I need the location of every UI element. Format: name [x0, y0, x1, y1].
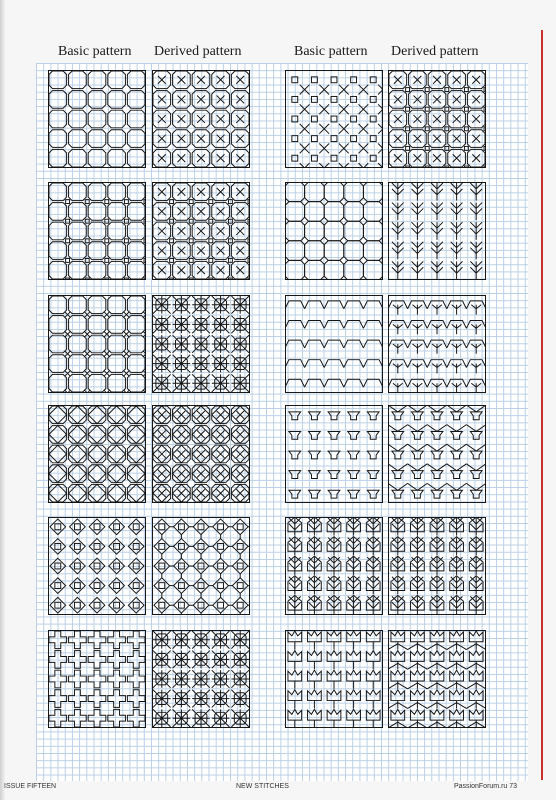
pattern-right-derived-row-1: [388, 70, 486, 168]
pattern-octagon-x-drawing: [48, 295, 146, 393]
pattern-interlocked-octagon-dense-drawing: [152, 405, 250, 503]
pattern-right-derived-row-5: [388, 517, 486, 615]
footer-watermark-text: PassionForum.ru: [454, 783, 508, 790]
pattern-branch-sprig-drawing: [388, 182, 486, 280]
pattern-left-basic-row-6: [48, 630, 146, 728]
pattern-octagon-lattice-cross-drawing: [152, 70, 250, 168]
pattern-interlocked-octagon-drawing: [48, 405, 146, 503]
pattern-square-x-lattice-drawing: [285, 70, 383, 168]
pattern-right-basic-row-2: [285, 182, 383, 280]
pattern-right-basic-row-4: [285, 405, 383, 503]
pattern-tree-dense-drawing: [388, 517, 486, 615]
pattern-tulip-dense-drawing: [388, 630, 486, 728]
pattern-tree-drawing: [285, 517, 383, 615]
pattern-right-basic-row-6: [285, 630, 383, 728]
pattern-cross-plus-star-drawing: [152, 630, 250, 728]
pattern-left-derived-row-4: [152, 405, 250, 503]
pattern-left-derived-row-1: [152, 70, 250, 168]
pattern-octagon-square-dense-drawing: [152, 182, 250, 280]
pattern-left-basic-row-2: [48, 182, 146, 280]
pattern-left-derived-row-6: [152, 630, 250, 728]
pattern-right-derived-row-2: [388, 182, 486, 280]
pattern-scallop-drawing: [285, 295, 383, 393]
pattern-star-x-drawing: [152, 295, 250, 393]
pattern-octagon-lattice-drawing: [48, 70, 146, 168]
pattern-right-basic-row-5: [285, 517, 383, 615]
pattern-right-derived-row-6: [388, 630, 486, 728]
pattern-octagon-flower-drawing: [388, 70, 486, 168]
header-right-derived: Derived pattern: [391, 44, 479, 59]
pattern-left-derived-row-3: [152, 295, 250, 393]
pattern-right-basic-row-1: [285, 70, 383, 168]
pattern-octagon-square-drawing: [48, 182, 146, 280]
pattern-diamond-square-dense-drawing: [152, 517, 250, 615]
footer-watermark: [454, 783, 517, 790]
pattern-right-basic-row-3: [285, 295, 383, 393]
pattern-right-derived-row-3: [388, 295, 486, 393]
pattern-left-basic-row-4: [48, 405, 146, 503]
pattern-large-octagon-drawing: [285, 182, 383, 280]
pattern-arrow-cup-lattice-drawing: [388, 405, 486, 503]
pattern-left-basic-row-1: [48, 70, 146, 168]
pattern-left-derived-row-5: [152, 517, 250, 615]
header-right-basic: Basic pattern: [294, 44, 368, 59]
footer-issue: ISSUE FIFTEEN: [4, 783, 57, 790]
pattern-left-basic-row-5: [48, 517, 146, 615]
pattern-tulip-drawing: [285, 630, 383, 728]
pattern-cross-plus-drawing: [48, 630, 146, 728]
pattern-arrow-cup-drawing: [285, 405, 383, 503]
header-left-derived: Derived pattern: [154, 44, 242, 59]
pattern-right-derived-row-4: [388, 405, 486, 503]
pattern-diamond-square-drawing: [48, 517, 146, 615]
red-margin-rule: [541, 30, 543, 780]
page-spine-shadow: [0, 0, 5, 800]
header-left-basic: Basic pattern: [58, 44, 132, 59]
pattern-left-basic-row-3: [48, 295, 146, 393]
pattern-left-derived-row-2: [152, 182, 250, 280]
footer-section: NEW STITCHES: [236, 783, 289, 790]
pattern-scallop-leaf-drawing: [388, 295, 486, 393]
footer-page-number: 73: [509, 783, 518, 790]
